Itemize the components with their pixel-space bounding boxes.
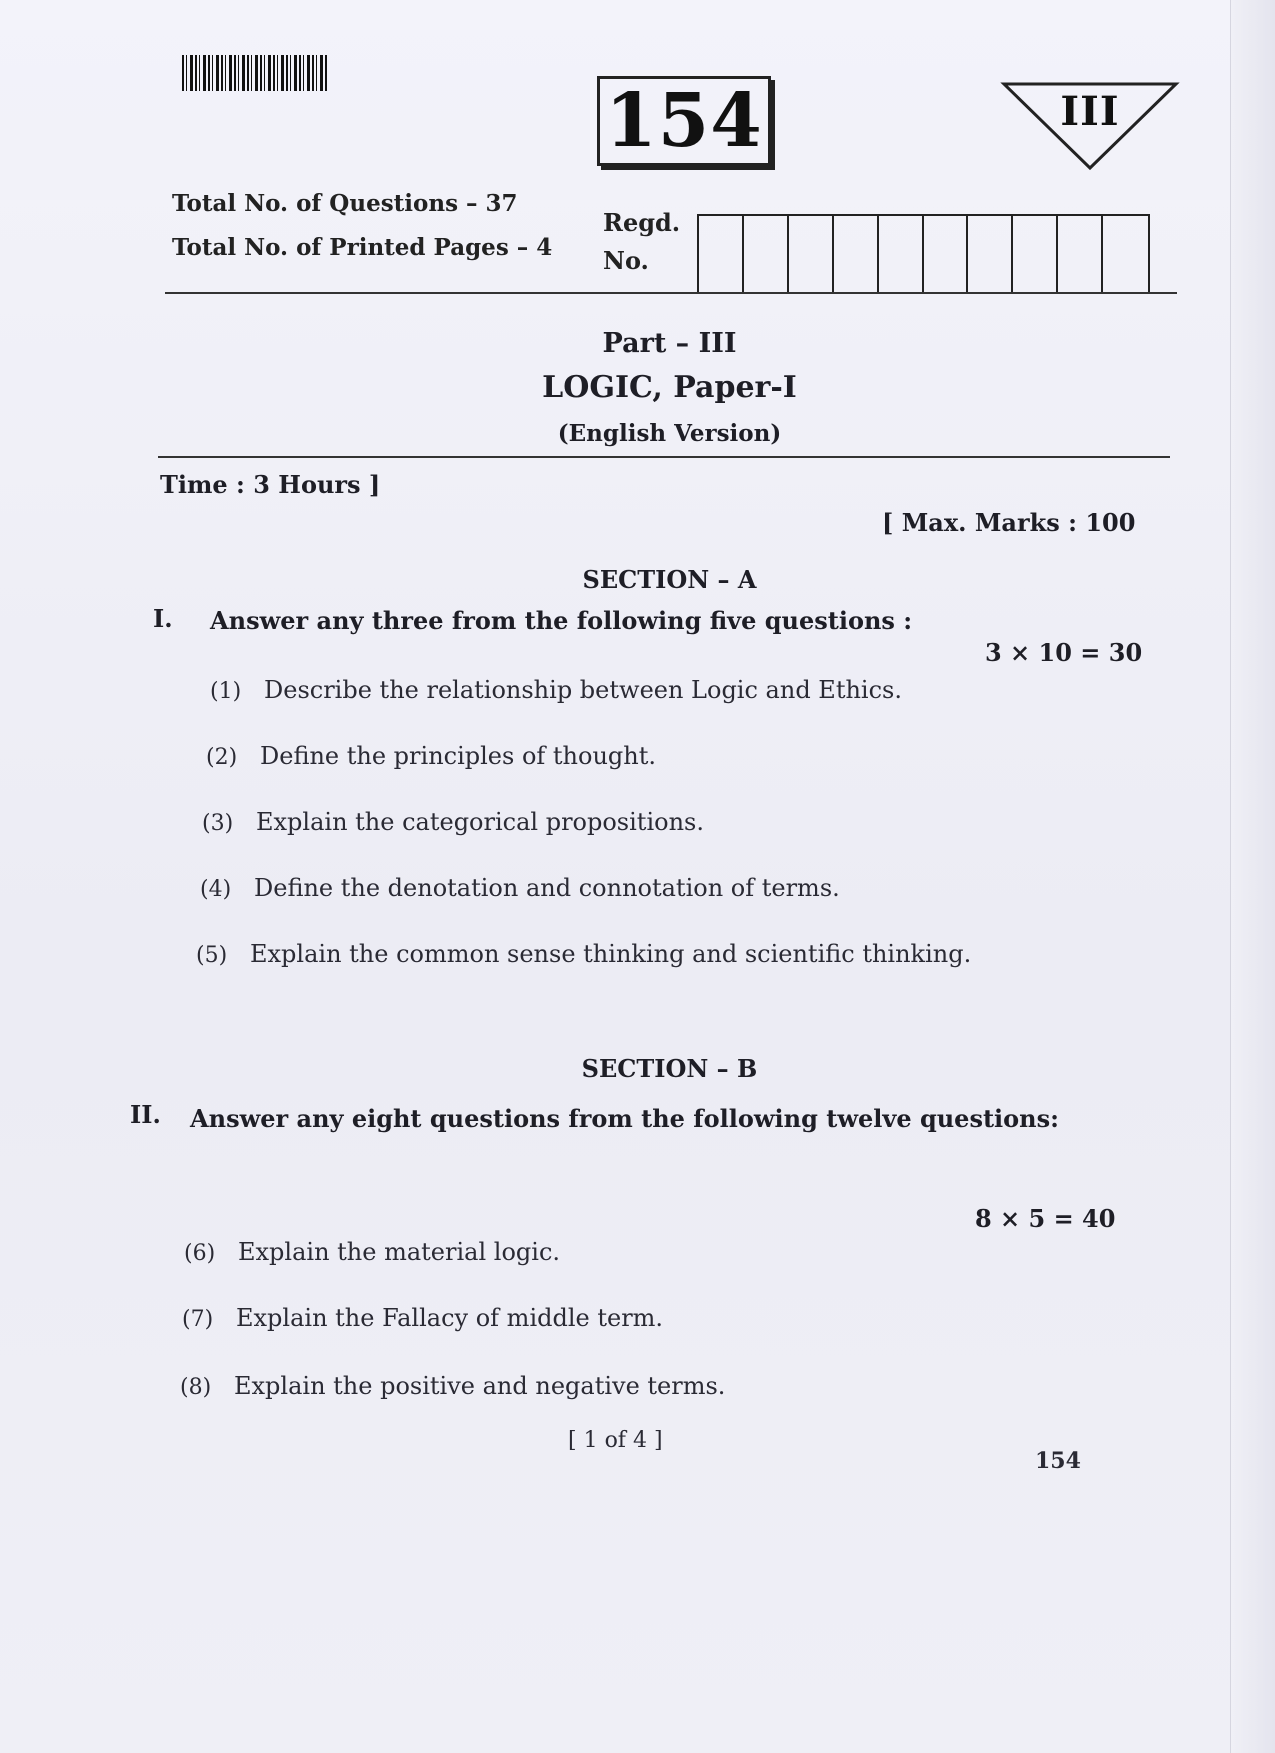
question-item: (4) Define the denotation and connotation of terms.	[200, 874, 840, 902]
section-b-roman: II.	[130, 1100, 161, 1129]
total-questions: Total No. of Questions – 37	[172, 190, 518, 217]
reg-digit-box[interactable]	[1013, 216, 1058, 292]
reg-digit-box[interactable]	[744, 216, 789, 292]
question-item: (3) Explain the categorical propositions.	[202, 808, 704, 836]
reg-digit-box[interactable]	[789, 216, 834, 292]
regd-label: Regd.	[603, 208, 681, 237]
stream-label: III	[1060, 88, 1120, 135]
footer-code: 154	[1035, 1448, 1081, 1474]
reg-digit-box[interactable]	[699, 216, 744, 292]
section-b-heading: SECTION – B	[581, 1054, 758, 1083]
section-b-instruction: Answer any eight questions from the following twelve questions:	[190, 1104, 1059, 1133]
section-a-heading: SECTION – A	[582, 565, 757, 594]
question-item: (6) Explain the material logic.	[184, 1238, 561, 1266]
total-pages: Total No. of Printed Pages – 4	[172, 234, 553, 261]
max-marks: [ Max. Marks : 100	[882, 508, 1136, 537]
registration-number-boxes[interactable]	[697, 214, 1150, 294]
reg-digit-box[interactable]	[1103, 216, 1148, 292]
section-b-score: 8 × 5 = 40	[975, 1204, 1116, 1233]
exam-time: Time : 3 Hours ]	[160, 470, 381, 499]
reg-digit-box[interactable]	[879, 216, 924, 292]
version-label: (English Version)	[557, 420, 782, 447]
title-divider	[158, 456, 1170, 458]
question-item: (7) Explain the Fallacy of middle term.	[182, 1304, 664, 1332]
question-item: (2) Define the principles of thought.	[206, 742, 657, 770]
header-divider	[165, 292, 1177, 294]
section-a-score: 3 × 10 = 30	[985, 638, 1143, 667]
page-edge	[1230, 0, 1275, 1753]
section-a-roman: I.	[153, 604, 173, 633]
no-label: No.	[603, 246, 649, 275]
reg-digit-box[interactable]	[968, 216, 1013, 292]
question-item: (5) Explain the common sense thinking and scientific thinking.	[196, 940, 972, 968]
part-label: Part – III	[602, 328, 737, 359]
reg-digit-box[interactable]	[1058, 216, 1103, 292]
barcode	[182, 55, 327, 91]
reg-digit-box[interactable]	[834, 216, 879, 292]
section-a-instruction: Answer any three from the following five questions :	[210, 606, 913, 635]
question-item: (1) Describe the relationship between Logic and Ethics.	[210, 676, 902, 704]
question-item: (8) Explain the positive and negative terms.	[180, 1372, 726, 1400]
page-number: [ 1 of 4 ]	[568, 1428, 663, 1453]
paper-code-box: 154	[597, 76, 771, 166]
subject-title: LOGIC, Paper-I	[542, 370, 797, 405]
reg-digit-box[interactable]	[924, 216, 969, 292]
